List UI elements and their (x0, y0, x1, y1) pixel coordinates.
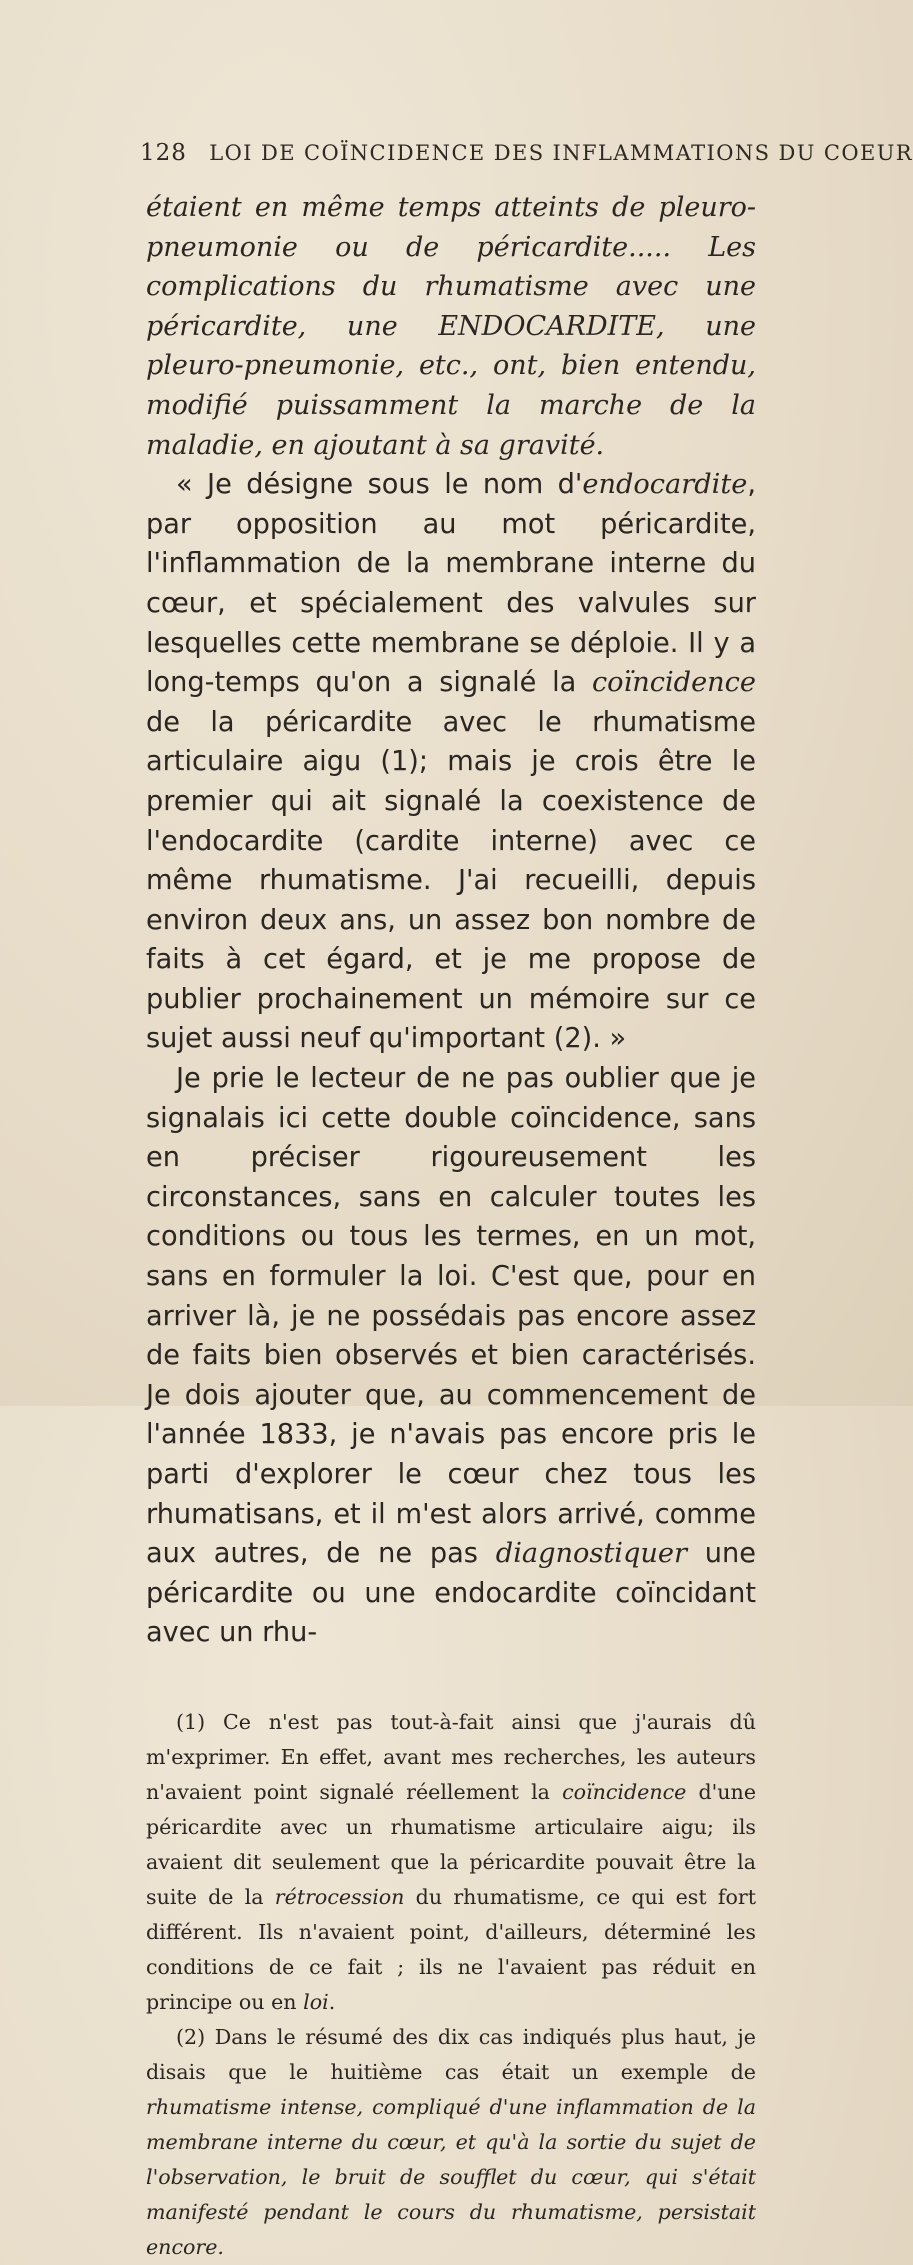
fn1-term-loi: loi (303, 1989, 329, 2014)
fn1-part-c: d'une péricardite avec un rhumatisme articulaire aigu; ils avaient dit seulement que la péricardite pouvait être la suite de la (146, 1779, 756, 1909)
book-page (140, 140, 913, 2265)
paragraph-2 (146, 465, 756, 1059)
fn2-italic-quote: rhumatisme intense, compliqué d'une inflammation de la membrane interne du cœur, et qu'à la sortie du sujet de l'observation, le bruit de soufflet du cœur, qui s'était manifesté pendant le cours du rhumatisme, persistait encore. (146, 2094, 756, 2259)
p2-part-c: , par opposition au mot péricardite, l'inflammation de la membrane interne du cœur, et spécialement des valvules sur lesquelles cette membrane se déploie. Il y a long-temps qu'on a signalé la (146, 469, 756, 699)
paragraph-1: étaient en même temps atteints de pleuro-pneumonie ou de péricardite..... Les complications du rhumatisme avec une péricardite, une ENDOCARDITE, une pleuro-pneumonie, etc., ont, bien entendu, modifié puissamment la marche de la maladie, en ajoutant à sa gravité. (146, 192, 756, 461)
fn1-term-coincidence: coïncidence (562, 1779, 687, 1804)
p2-part-a: « Je désigne sous le nom d' (176, 469, 583, 501)
p2-term-coincidence: coïncidence (591, 667, 756, 699)
p2-term-endocardite: endocardite (582, 469, 748, 501)
fn1-part-e: du rhumatisme, ce qui est fort différent. Ils n'avaient point, d'ailleurs, déterminé les conditions de ce fait ; ils ne l'avaient pas réduit en principe ou en (146, 1884, 756, 2014)
p3-part-a: Je prie le lecteur de ne pas oublier que je signalais ici cette double coïncidence, sans en préciser rigoureusement les circonstances, sans en calculer toutes les conditions ou tous les termes, en un mot, sans en formuler la loi. C'est que, pour en arriver là, je ne possédais pas encore assez de faits bien observés et bien caractérisés. Je dois ajouter que, au commencement de l'année 1833, je n'avais pas encore pris le parti d'explorer le cœur chez tous les rhumatisans, et il m'est alors arrivé, comme aux autres, de ne pas (146, 1063, 756, 1570)
p3-term-diagnostiquer: diagnostiquer (495, 1538, 687, 1570)
fn1-term-retrocession: rétrocession (274, 1884, 405, 1909)
footnote-1 (146, 1705, 756, 2020)
running-head (140, 140, 913, 166)
paragraph-3 (146, 1059, 756, 1653)
running-title: LOI DE COÏNCIDENCE DES INFLAMMATIONS DU COEUR (209, 141, 913, 165)
page-number: 128 (140, 140, 187, 166)
fn1-part-g: . (328, 1989, 336, 2014)
p2-part-e: de la péricardite avec le rhumatisme articulaire aigu (1); mais je crois être le premier qui ait signalé la coexistence de l'endocardite (cardite interne) avec ce même rhumatisme. J'ai recueilli, depuis environ deux ans, un assez bon nombre de faits à cet égard, et je me propose de publier prochainement un mémoire sur ce sujet aussi neuf qu'important (2). » (146, 706, 756, 1055)
main-text (146, 188, 756, 1653)
fn1-part-a: (1) Ce n'est pas tout-à-fait ainsi que j'aurais dû m'exprimer. En effet, avant mes recherches, les auteurs n'avaient point signalé réellement la (146, 1709, 756, 1804)
fn2-part-a: (2) Dans le résumé des dix cas indiqués plus haut, je disais que le huitième cas était un exemple de (146, 2024, 756, 2084)
footnotes (146, 1705, 756, 2265)
p3-part-c: une péricardite ou une endocardite coïncidant avec un rhu- (146, 1538, 756, 1649)
footnote-2 (146, 2020, 756, 2265)
